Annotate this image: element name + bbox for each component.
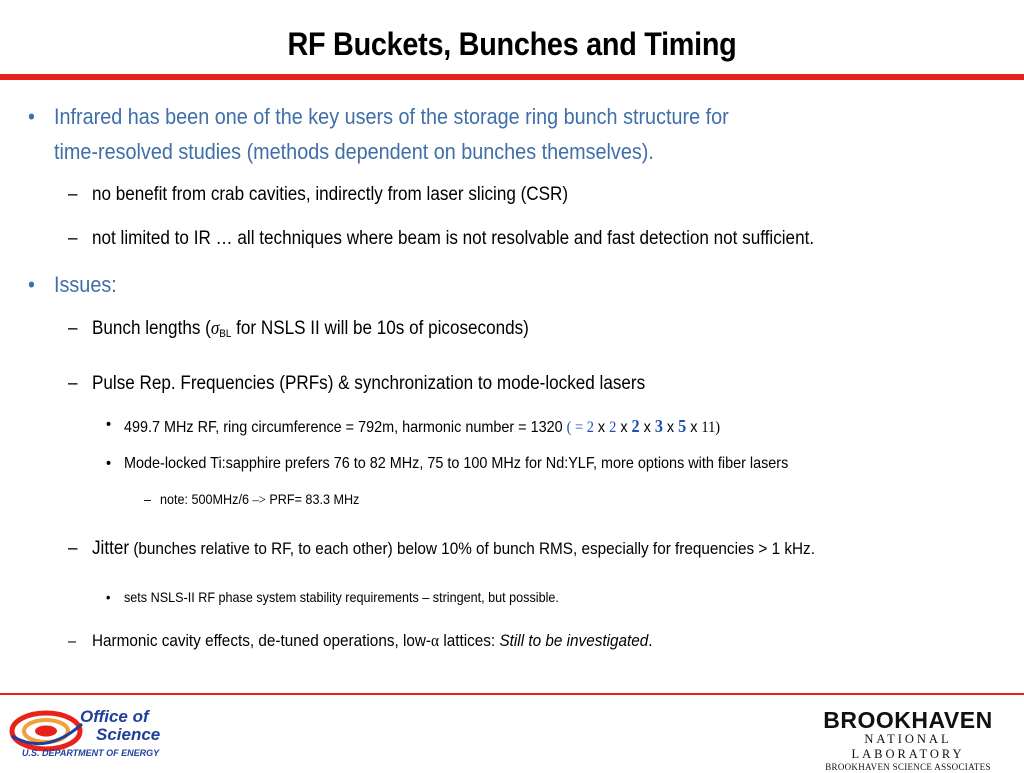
- sub-bullet-harmonic: [92, 631, 653, 651]
- factor-two: 2: [609, 419, 617, 436]
- harmonic-text: Harmonic cavity effects, de-tuned operations, low-: [92, 631, 432, 650]
- dash-marker: –: [68, 373, 78, 394]
- arrow-symbol: –>: [252, 493, 266, 508]
- bullet-marker: •: [28, 104, 35, 129]
- harmonic-text-mid: lattices:: [439, 631, 500, 650]
- note-text-end: PRF= 83.3 MHz: [265, 491, 360, 507]
- dash-marker: –: [68, 184, 78, 205]
- jitter-text: (bunches relative to RF, to each other) below 10% of bunch RMS, especially for frequencies > 1 kHz.: [129, 539, 815, 558]
- bnl-sub2: BROOKHAVEN SCIENCE ASSOCIATES: [825, 762, 991, 772]
- factor-times: x: [616, 419, 632, 436]
- bullet-infrared-line2: time-resolved studies (methods dependent on bunches themselves).: [54, 139, 654, 164]
- factor-times: x: [639, 419, 655, 436]
- still-investigated: Still to be investigated: [499, 631, 649, 650]
- factor-five: 5: [678, 416, 687, 436]
- sub-bullet-bunch-lengths: [92, 318, 529, 340]
- bullet-issues: Issues:: [54, 272, 117, 297]
- sub-bullet-prf: Pulse Rep. Frequencies (PRFs) & synchronization to mode-locked lasers: [92, 373, 646, 394]
- sub-bullet-jitter: [92, 538, 815, 560]
- sigma-symbol: σ: [210, 318, 220, 339]
- bnl-sub1: NATIONAL LABORATORY: [851, 732, 965, 761]
- bnl-main: BROOKHAVEN: [823, 707, 993, 733]
- factor-two-bold: 2: [631, 416, 640, 436]
- factor-eleven: 11): [701, 419, 721, 436]
- dash-marker: –: [68, 318, 78, 339]
- factor-three: 3: [654, 416, 663, 436]
- bunch-lengths-text-end: for NSLS II will be 10s of picoseconds): [231, 318, 529, 339]
- harmonic-period: .: [648, 631, 653, 650]
- title-divider: [0, 74, 1024, 80]
- bullet-marker-small: •: [106, 416, 112, 433]
- bullet-marker-small: •: [106, 589, 111, 605]
- sub-bullet-not-limited-ir: not limited to IR … all techniques where beam is not resolvable and fast detection not sufficient.: [92, 228, 815, 249]
- dash-marker: –: [68, 228, 78, 249]
- bunch-lengths-text: Bunch lengths (: [92, 318, 211, 339]
- alpha-symbol: α: [431, 631, 440, 650]
- office-of-science-logo: [8, 702, 188, 764]
- office-line2: Science: [96, 725, 161, 744]
- item-rf-harmonic: [124, 416, 720, 437]
- dash-marker: –: [68, 538, 78, 559]
- slide-title: RF Buckets, Bunches and Timing: [287, 26, 737, 62]
- factor-times: x: [686, 419, 702, 436]
- rf-harmonic-text: 499.7 MHz RF, ring circumference = 792m, harmonic number = 1320: [124, 419, 567, 436]
- note-text: note: 500MHz/6: [160, 491, 253, 507]
- bullet-infrared-line1: Infrared has been one of the key users of the storage ring bunch structure for: [54, 104, 729, 129]
- item-mode-locked: Mode-locked Ti:sapphire prefers 76 to 82 MHz, 75 to 100 MHz for Nd:YLF, more options with fiber lasers: [124, 455, 789, 472]
- bullet-marker: •: [28, 272, 35, 297]
- sigma-subscript: BL: [219, 328, 232, 340]
- item-note-prf: [160, 491, 359, 509]
- office-line3: U.S. DEPARTMENT OF ENERGY: [22, 748, 160, 758]
- brookhaven-logo: [808, 707, 1008, 772]
- dash-marker: –: [68, 633, 77, 650]
- footer-divider: [0, 693, 1024, 695]
- factor-times: x: [593, 419, 610, 436]
- dash-marker-small: –: [144, 491, 152, 507]
- factor-open: ( = 2: [566, 419, 594, 436]
- sub-bullet-crab-cavities: no benefit from crab cavities, indirectly from laser slicing (CSR): [92, 184, 569, 205]
- factor-times: x: [662, 419, 679, 436]
- bullet-marker-small: •: [106, 455, 112, 472]
- office-line1: Office of: [80, 707, 149, 726]
- jitter-word: Jitter: [92, 538, 130, 559]
- item-stability: sets NSLS-II RF phase system stability requirements – stringent, but possible.: [124, 589, 559, 605]
